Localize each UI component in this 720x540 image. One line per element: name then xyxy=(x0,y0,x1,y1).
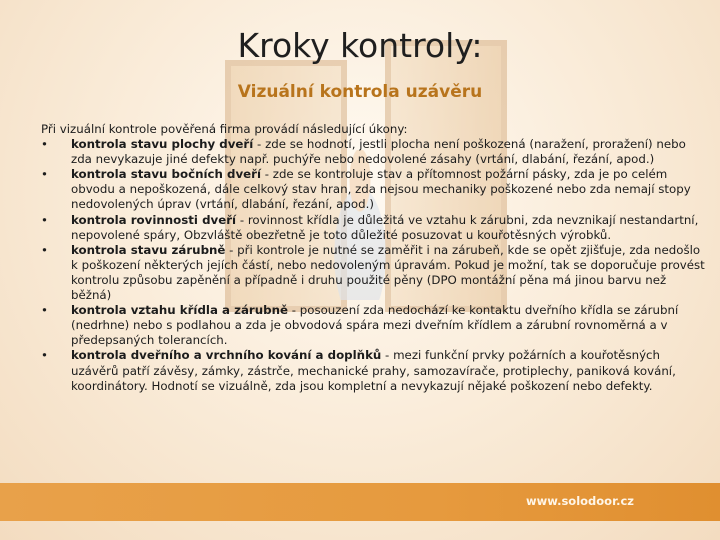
item-text: - zde se hodnotí, jestli plocha není poškozená (naražení, proražení) nebo zda nevykazuje jiné defekty např. puchýře nebo nedovolené zásahy (vrtání, dlabání, řezání, apod.) xyxy=(71,137,686,167)
list-item xyxy=(41,303,709,348)
bullet-icon: • xyxy=(41,242,48,257)
footer-bar xyxy=(0,483,720,521)
item-text: - mezi funkční prvky požárních a kouřotěsných uzávěrů patří závěsy, zámky, zástrče, mechanické prahy, samozavírače, protiplechy, paniková kování, koordinátory. Hodnotí se vizuálně, zda jsou kompletní a nevykazují nějaké poškození nebo defekty. xyxy=(71,348,676,393)
item-heading: kontrola rovinnosti dveří xyxy=(71,212,237,227)
slide-title: Kroky kontroly: xyxy=(237,26,483,65)
bullet-icon: • xyxy=(41,348,48,363)
list-item xyxy=(41,243,709,303)
website-url: www.solodoor.cz xyxy=(525,494,634,508)
slide-subtitle: Vizuální kontrola uzávěru xyxy=(237,82,483,102)
item-text: - zde se kontroluje stav a přítomnost požární pásky, zda je po celém obvodu a nepoškozená, dále celkový stav hran, zda nejsou mechaniky poškozené nebo zda nemají stopy nedovolených úprav (vrtání, dlabání, řezání, apod.) xyxy=(71,167,691,212)
item-text: - rovinnost křídla je důležitá ve vztahu k zárubni, zda nevznikají nestandartní, nepovolené spáry, Obzvláště obezřetně je toto důležité posuzovat u kouřotěsných výrobků. xyxy=(71,212,699,242)
item-heading: kontrola vztahu křídla a zárubně xyxy=(71,303,288,318)
bullet-icon: • xyxy=(41,303,48,318)
list-item xyxy=(41,348,709,393)
item-heading: kontrola stavu plochy dveří xyxy=(71,137,254,152)
item-heading: kontrola stavu bočních dveří xyxy=(71,167,261,182)
intro-text: Při vizuální kontrole pověřená firma provádí následující úkony: xyxy=(41,122,408,136)
bullet-list xyxy=(41,137,709,394)
list-item xyxy=(41,213,709,243)
list-item xyxy=(41,167,709,212)
bullet-icon: • xyxy=(41,167,48,182)
item-heading: kontrola dveřního a vrchního kování a doplňků xyxy=(71,348,382,363)
list-item xyxy=(41,137,709,167)
bullet-icon: • xyxy=(41,137,48,152)
content-body xyxy=(41,122,709,394)
bullet-icon: • xyxy=(41,212,48,227)
item-heading: kontrola stavu zárubně xyxy=(71,242,226,257)
item-text: - při kontrole je nutné se zaměřit i na zárubeň, kde se opět zjišťuje, zda nedošlo k poškození některých jejích částí, nebo nedovoleným úpravám. Pokud je možní, tak se doporučuje provést kontrolu způsobu zapěnění a případně i druhu použité pěny (DPO montážní pěna má jinou barvu než běžná) xyxy=(71,242,705,303)
item-text: - posouzení zda nedochází ke kontaktu dveřního křídla se zárubní (nedrhne) nebo s podlahou a zda je obvodová spára mezi dveřním křídlem a zárubní rovnoměrná a v předepsaných tolerancích. xyxy=(71,303,679,348)
